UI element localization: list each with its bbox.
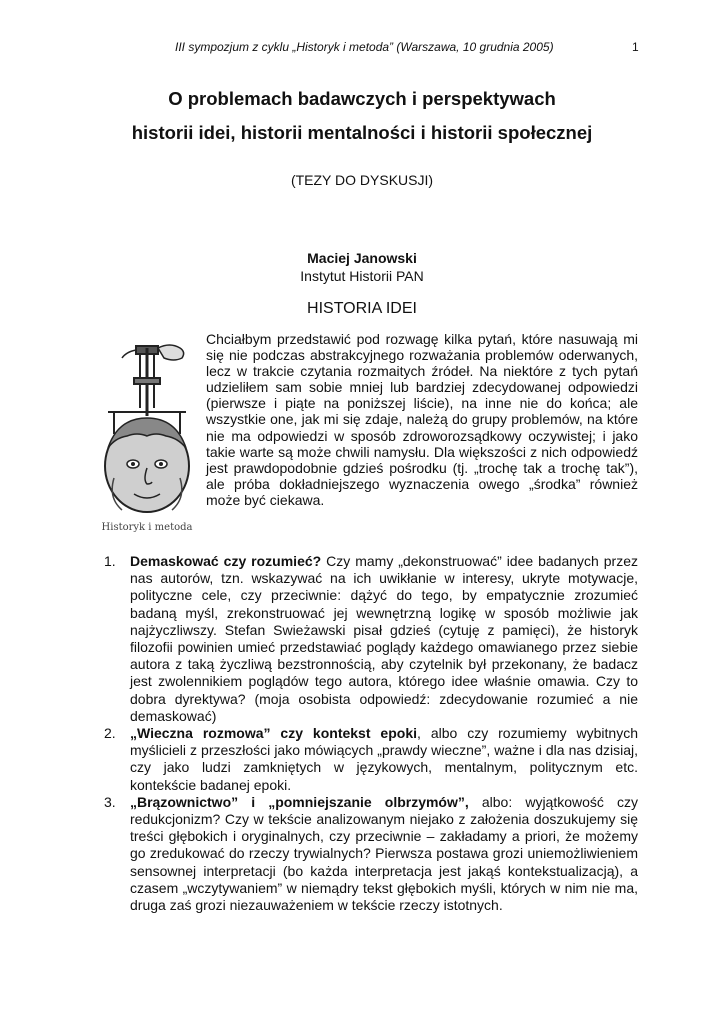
author-institution: Instytut Historii PAN bbox=[300, 268, 424, 284]
conference-line: III sympozjum z cyklu „Historyk i metoda” (Warszawa, 10 grudnia 2005) bbox=[175, 40, 554, 54]
author-name: Maciej Janowski bbox=[307, 250, 417, 266]
question-list bbox=[104, 553, 638, 914]
document-title-line-2: historii idei, historii mentalności i historii społecznej bbox=[131, 122, 593, 143]
page-header bbox=[0, 40, 724, 60]
list-item-heading: Demaskować czy rozumieć? bbox=[130, 553, 322, 569]
list-item-text: albo: wyjątkowość czy redukcjonizm? Czy w tekście analizowanym niejako z założenia doszukujemy się treści głębokich i oryginalnych, czy przeciwnie – zakładamy a priori, że możemy go zredukować do rzeczy trywialnych? Pierwsza postawa grozi uniemożliwieniem sensownej interpretacji (bo każda interpretacja jest jakąś kontekstualizacją), a czasem „wczytywaniem” w niemądry tekst głębokich myśli, których w nim nie ma, druga zaś grozi niezauważeniem w tekście rzeczy istotnych. bbox=[130, 793, 639, 914]
list-item-text: , albo czy rozumiemy wybitnych myślicieli z przeszłości jako mówiących „prawdy wieczne”, ważne i dla nas dzisiaj, czy jako ludzi zamkniętych w językowych, mentalnym, politycznym etc. kontekście badanej epoki. bbox=[130, 725, 638, 793]
document-title-line-1: O problemach badawczych i perspektywach bbox=[168, 88, 556, 109]
intro-paragraph: Chciałbym przedstawić pod rozwagę kilka pytań, które nasuwają mi się nie podczas abstrakcyjnego rozważania problemów oderwanych, lecz w trakcie czytania rozmaitych źródeł. Na niektóre z tych pytań udzieliłem sam sobie mniej lub bardziej zdecydowanej odpowiedzi (pierwsze i piąte na poniższej liście), na inne nie do końca; ale wszystkie one, jak mi się zdaje, należą do grupy problemów, na które nie ma odpowiedzi w sposób zdroworozsądkowy oczywistej; i jako takie warte są może chwili namysłu. Dla większości z nich odpowiedź jest prawdopodobnie gdzieś pośrodku (tj. „trochę tak a trochę tak”), ale próba dokładniejszego wyznaczenia owego „środka” również może być ciekawa. bbox=[206, 331, 638, 508]
list-item bbox=[104, 725, 638, 794]
list-item-number: 1. bbox=[104, 553, 116, 569]
list-item-heading: „Brązownictwo” i „pomniejszanie olbrzymów”, bbox=[130, 793, 469, 810]
list-item bbox=[104, 794, 638, 914]
document-subtitle: (TEZY DO DYSKUSJI) bbox=[290, 172, 434, 188]
list-item-heading: „Wieczna rozmowa” czy kontekst epoki bbox=[130, 725, 417, 742]
page-number: 1 bbox=[632, 40, 639, 54]
figure-caption: Historyk i metoda bbox=[101, 522, 193, 533]
list-item-text: Czy mamy „dekonstruować” idee badanych przez nas autorów, tzn. wskazywać na ich uwikłanie w interesy, ukryte motywacje, polityczne cele, czy przeciwnie: dążyć do tego, by empatycznie zrozumieć badaną myśl, zrekonstruować jej wewnętrzną logikę w sposób możliwie jak najżyczliwszy. Stefan Swieżawski pisał gdzieś (cytuję z pamięci), że historyk filozofii powinien umieć przedstawiać poglądy każdego omawianego przez siebie autora z taką życzliwą bezstronnością, aby czytelnik był przekonany, że badacz jest zwolennikiem poglądów tego autora, którego idee właśnie omawia. Czy to dobra dyrektywa? (moja osobista odpowiedź: zdecydowanie rozumieć a nie demaskować) bbox=[130, 553, 638, 724]
list-item-number: 2. bbox=[104, 725, 116, 742]
section-title: HISTORIA IDEI bbox=[307, 300, 417, 317]
historian-engraving bbox=[88, 338, 206, 538]
list-item-number: 3. bbox=[104, 793, 116, 810]
list-item bbox=[104, 553, 638, 725]
historian-head-press-icon bbox=[88, 338, 206, 520]
